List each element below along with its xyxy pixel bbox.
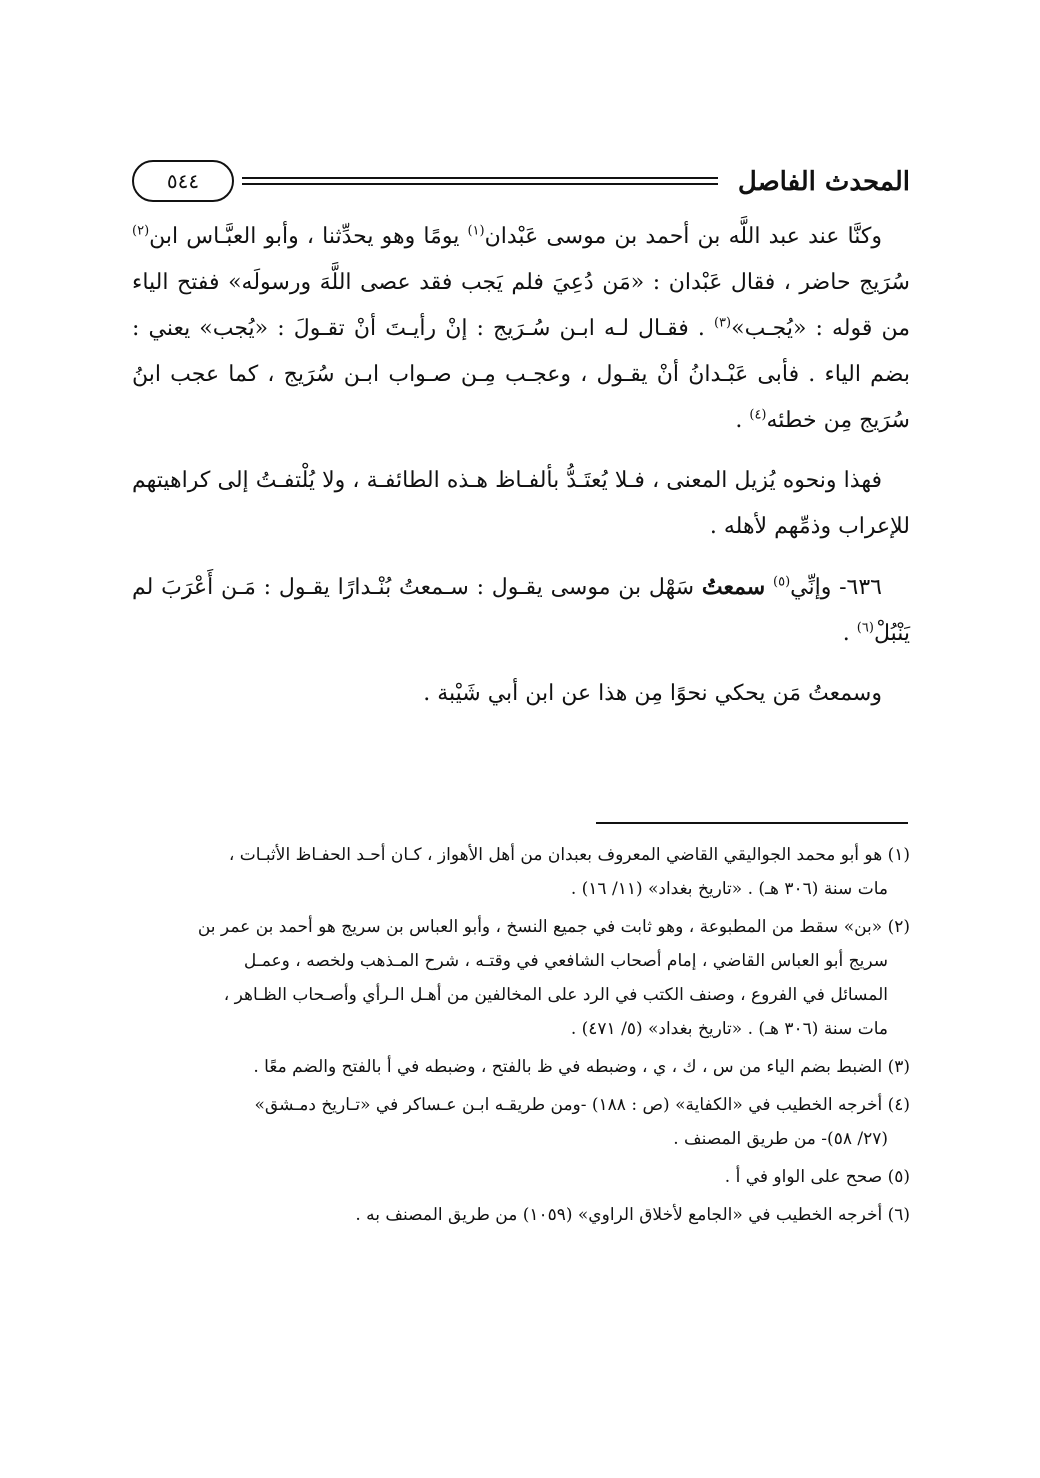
footnote-5 (132, 1160, 910, 1194)
footnote-ref: (١) (467, 223, 485, 239)
footnote-line: (٥) صحح على الواو في أ . (724, 1167, 910, 1187)
text-segment: . (842, 621, 857, 646)
page-number: ٥٤٤ (132, 160, 234, 202)
text-segment: يومًا وهو يحدِّثنا ، وأبو العبَّـاس ابن (149, 224, 468, 249)
footnote-line: مات سنة (٣٠٦ هـ) . «تاريخ بغداد» (١١/ ١٦) . (570, 879, 888, 899)
page-header (132, 160, 910, 204)
footnote-line: سريج أبو العباس القاضي ، إمام أصحاب الشافعي في وقتـه ، شرح المـذهب ولخصه ، وعمـل (243, 951, 888, 971)
footnote-4 (132, 1088, 910, 1156)
footnote-6 (132, 1198, 910, 1232)
text-segment: سَهْل بن موسى يقـول : سـمعتُ بُنْـدارًا يقـول : مَـن أَعْرَبَ لم يَنْبُلْ (132, 575, 910, 646)
footnotes (132, 838, 910, 1236)
footnote-ref: (٤) (749, 407, 767, 423)
text-segment: . فقـال لـه ابـن سُـرَيج : إنْ رأيـتَ أنْ تقـولَ : «يُجب» يعني : بضم الياء . فأبى عَبْـدانُ أنْ يقـول ، وعجـب مِـن صـواب ابـن سُرَيج ، كما عجب ابنُ سُرَيج مِن خطئه (132, 316, 910, 433)
text-segment: . (735, 408, 750, 433)
footnote-line: (٣) الضبط بضم الياء من س ، ك ، ي ، وضبطه في ظ بالفتح ، وضبطه في أ بالفتح والضم معًا . (253, 1057, 910, 1077)
footnote-line: (٢) «بن» سقط من المطبوعة ، وهو ثابت في جميع النسخ ، وأبو العباس بن سريج هو أحمد بن عمر بن (197, 917, 910, 937)
paragraph-636 (132, 564, 910, 657)
footnote-2 (132, 910, 910, 1046)
paragraph-1 (132, 214, 910, 444)
paragraph-4: وسمعتُ مَن يحكي نحوًا مِن هذا عن ابن أبي شَيْبة . (423, 681, 882, 706)
footnote-line: (٦) أخرجه الخطيب في «الجامع لأخلاق الراوي» (١٠٥٩) من طريق المصنف به . (355, 1205, 910, 1225)
text-segment: وكنَّا عند عبد اللَّه بن أحمد بن موسى عَبْدان (484, 224, 882, 249)
footnote-ref: (٦) (856, 620, 874, 636)
footnote-1 (132, 838, 910, 906)
footnote-3 (132, 1050, 910, 1084)
book-title: المحدث الفاصل (737, 167, 910, 197)
text-segment: سُرَيج حاضر ، فقال عَبْدان : «مَن دُعِيَ فلم يَجب فقد عصى اللَّهَ ورسولَه» ففتح الياء من قوله : «يُجـب» (132, 270, 910, 341)
footnote-line: (٤) أخرجه الخطيب في «الكفاية» (ص : ١٨٨) -ومن طريقـه ابـن عـساكر في «تـاريخ دمـشق» (254, 1095, 910, 1115)
narration-number: ٦٣٦- وإنِّي (790, 575, 882, 600)
footnote-line: (١) هو أبو محمد الجواليقي القاضي المعروف بعبدان من أهل الأهواز ، كـان أحـد الحفـاظ الأثبـات ، (228, 845, 910, 865)
footnote-ref: (٢) (132, 223, 150, 239)
main-text (132, 214, 910, 731)
footnote-line: مات سنة (٣٠٦ هـ) . «تاريخ بغداد» (٥/ ٤٧١) . (570, 1019, 888, 1039)
bold-word: سمعتُ (701, 574, 766, 600)
footnote-separator (596, 822, 908, 824)
footnote-line: المسائل في الفروع ، وصنف الكتب في الرد على المخالفين من أهـل الـرأي وأصـحاب الظـاهر ، (223, 985, 888, 1005)
header-double-rule (242, 177, 718, 185)
footnote-ref: (٥) (773, 574, 791, 590)
footnote-ref: (٣) (713, 315, 732, 331)
footnote-line: (٢٧/ ٥٨)- من طريق المصنف . (673, 1129, 888, 1149)
paragraph-2: فهذا ونحوه يُزيل المعنى ، فـلا يُعتَـدُّ بألفـاظ هـذه الطائفـة ، ولا يُلْتفـتُ إلى كراهيتهم للإعراب وذمِّهم لأهله . (132, 468, 910, 539)
